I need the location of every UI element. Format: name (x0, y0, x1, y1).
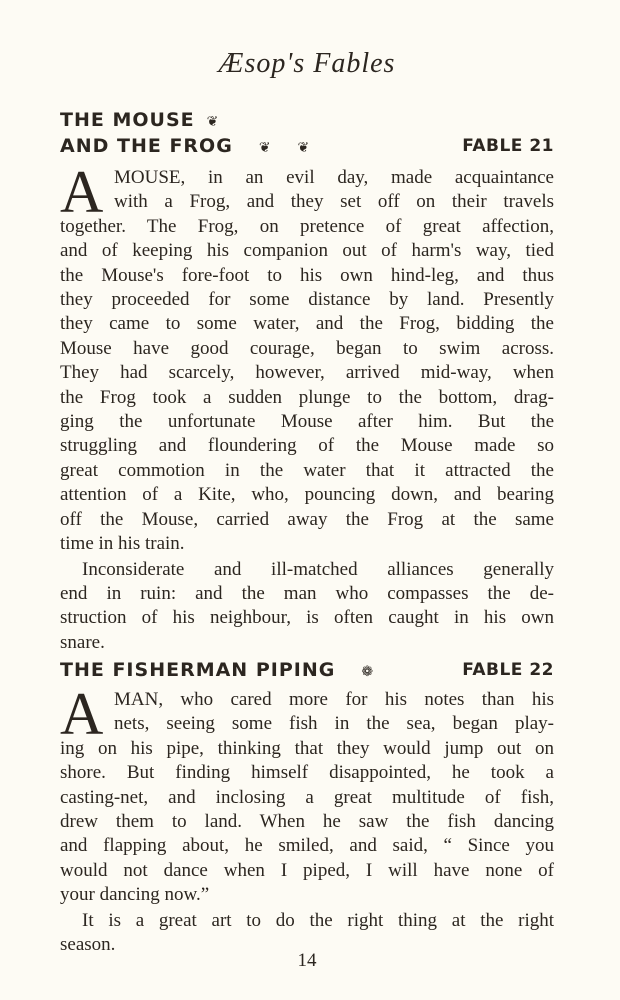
text-line: your dancing now.” (60, 884, 210, 906)
text-line: Mouse have good courage, began to swim across. (60, 337, 554, 359)
text-line: nets, seeing some fish in the sea, began play- (114, 713, 554, 735)
moral-line: It is a great art to do the right thing at the right (82, 909, 554, 931)
text-line: great commotion in the water that it attracted the (60, 459, 554, 481)
text-line: and of keeping his companion out of harm's way, tied (60, 240, 554, 262)
text-line: the Mouse's fore-foot to his own hind-leg, and thus (60, 264, 554, 286)
fleuron-icon: ❦ (297, 140, 311, 156)
text-line: with a Frog, and they set off on their travels (114, 191, 554, 213)
fable-title (60, 658, 554, 684)
drop-cap: A (60, 159, 104, 225)
moral-line: season. (60, 934, 116, 956)
text-line: MOUSE, in an evil day, made acquaintance (114, 167, 554, 188)
text-line: They had scarcely, however, arrived mid-way, when (60, 362, 554, 384)
text-line: ging the unfortunate Mouse after him. But the (60, 411, 554, 433)
text-line: ing on his pipe, thinking that they would jump out on (60, 737, 554, 759)
text-line: they proceeded for some distance by land. Presently (60, 289, 554, 311)
rosette-icon: ❁ (361, 664, 375, 680)
running-head: Æsop's Fables (218, 48, 396, 79)
text-line: time in his train. (60, 533, 185, 555)
text-line: casting-net, and inclosing a great multitude of fish, (60, 786, 554, 808)
fable-title-line1: THE FISHERMAN PIPING (60, 659, 336, 681)
book-page (60, 0, 554, 1000)
text-line: and flapping about, he smiled, and said, “ Since you (60, 835, 554, 857)
fable-title-row2 (60, 134, 554, 160)
fable-body (60, 681, 554, 908)
text-line: together. The Frog, on pretence of great affection, (60, 215, 554, 237)
fable-22 (60, 658, 554, 957)
text-line: MAN, who cared more for his notes than his (114, 689, 554, 710)
drop-cap: A (60, 681, 104, 747)
moral-line: struction of his neighbour, is often caught in his own (60, 607, 554, 629)
text-line: shore. But finding himself disappointed, he took a (60, 762, 554, 784)
fable-title (60, 108, 554, 134)
page-number: 14 (297, 950, 317, 971)
moral-line: Inconsiderate and ill-matched alliances generally (82, 558, 554, 580)
text-line: they came to some water, and the Frog, bidding the (60, 313, 554, 335)
fleuron-icon: ❦ (206, 114, 220, 130)
text-line: struggling and floundering of the Mouse made so (60, 435, 554, 457)
text-line: would not dance when I piped, I will have none of (60, 859, 554, 881)
fable-21 (60, 108, 554, 655)
fable-number: FABLE 21 (462, 136, 554, 156)
text-line: drew them to land. When he saw the fish dancing (60, 811, 554, 833)
moral-line: end in ruin: and the man who compasses the de- (60, 582, 554, 604)
text-line: attention of a Kite, who, pouncing down, and bearing (60, 484, 554, 506)
fable-title-line1: THE MOUSE (60, 109, 195, 131)
fable-moral (60, 558, 554, 656)
fable-title-line2: AND THE FROG (60, 135, 233, 157)
moral-line: snare. (60, 631, 105, 653)
fleuron-icon: ❦ (258, 140, 272, 156)
text-line: off the Mouse, carried away the Frog at the same (60, 508, 554, 530)
fable-body (60, 159, 554, 557)
text-line: the Frog took a sudden plunge to the bottom, drag- (60, 386, 554, 408)
fable-number: FABLE 22 (462, 660, 554, 680)
